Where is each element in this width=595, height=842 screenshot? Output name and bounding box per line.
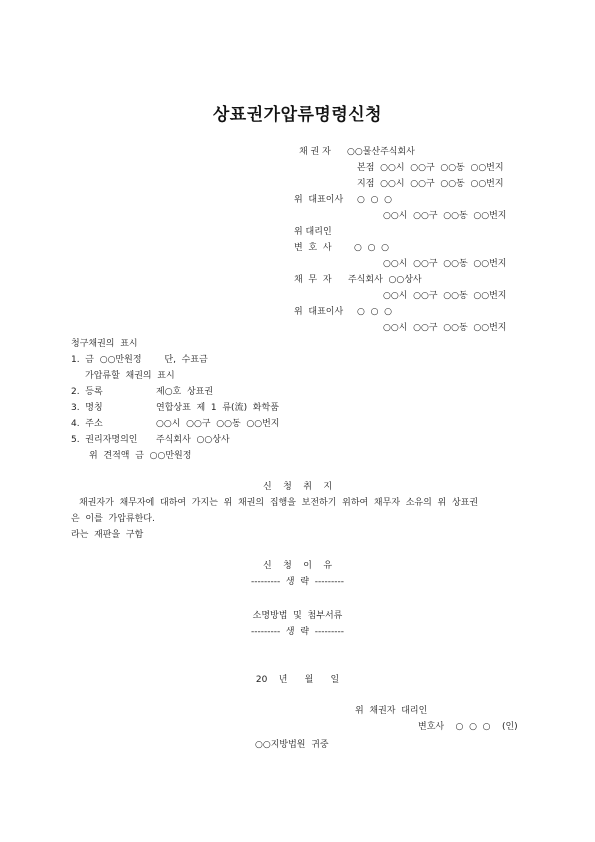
lawyer-address: ○○시 ○○구 ○○동 ○○번지	[383, 259, 507, 269]
document-title: 상표권가압류명령신청	[212, 105, 383, 125]
claim-item-4-value: ○○시 ○○구 ○○동 ○○번지	[156, 419, 280, 429]
creditor-rep-label: 위 대표이사	[294, 195, 344, 205]
debtor-label: 채 무 자	[294, 275, 332, 285]
purpose-line-3: 라는 재판을 구함	[71, 530, 144, 540]
creditor-rep-address: ○○시 ○○구 ○○동 ○○번지	[383, 211, 507, 221]
creditor-label: 채 권 자	[299, 147, 331, 157]
reason-omitted: --------- 생 략 ---------	[250, 577, 344, 587]
creditor-rep-name: ○ ○ ○	[357, 195, 393, 205]
claim-item-1: 1. 금 ○○만원정 단, 수표금	[71, 355, 208, 365]
purpose-heading: 신 청 취 지	[262, 482, 333, 492]
attachment-heading: 가압류할 채권의 표시	[85, 371, 175, 381]
reason-heading: 신 청 이 유	[262, 561, 333, 571]
claim-item-5-label: 5. 권리자명의인	[71, 435, 138, 445]
debtor-address: ○○시 ○○구 ○○동 ○○번지	[383, 291, 507, 301]
signature-line-2: 변호사 ○ ○ ○ (인)	[418, 722, 518, 732]
claim-item-3-label: 3. 명칭	[71, 403, 103, 413]
claim-amount: 위 견적액 금 ○○만원정	[89, 451, 192, 461]
evidence-heading: 소명방법 및 첨부서류	[252, 611, 343, 621]
agent-label: 위 대리인	[294, 227, 332, 237]
lawyer-label: 변 호 사	[294, 243, 332, 253]
claim-item-2-label: 2. 등록	[71, 387, 103, 397]
signature-line-1: 위 채권자 대리인	[355, 706, 428, 716]
claim-heading: 청구채권의 표시	[71, 339, 138, 349]
claim-item-2-value: 제○호 상표권	[156, 387, 214, 397]
filing-date: 20 년 월 일	[255, 675, 340, 685]
evidence-omitted: --------- 생 략 ---------	[250, 627, 344, 637]
debtor-rep-address: ○○시 ○○구 ○○동 ○○번지	[383, 323, 507, 333]
claim-item-4-label: 4. 주소	[71, 419, 103, 429]
purpose-line-1: 채권자가 채무자에 대하여 가지는 위 채권의 집행을 보전하기 위하여 채무자 소유의 위 상표권	[79, 498, 479, 508]
debtor-name: 주식회사 ○○상사	[348, 275, 422, 285]
creditor-name: ○○물산주식회사	[347, 147, 415, 157]
creditor-branch: 지점 ○○시 ○○구 ○○동 ○○번지	[357, 179, 504, 189]
claim-item-3-value: 연합상표 제 1 류(流) 화학품	[156, 403, 279, 413]
debtor-rep-label: 위 대표이사	[294, 307, 344, 317]
creditor-head-office: 본점 ○○시 ○○구 ○○동 ○○번지	[357, 163, 504, 173]
claim-item-5-value: 주식회사 ○○상사	[156, 435, 230, 445]
debtor-rep-name: ○ ○ ○	[357, 307, 393, 317]
court-addressee: ○○지방법원 귀중	[255, 740, 329, 750]
purpose-line-2: 은 이를 가압류한다.	[71, 514, 155, 524]
lawyer-name: ○ ○ ○	[354, 243, 390, 253]
